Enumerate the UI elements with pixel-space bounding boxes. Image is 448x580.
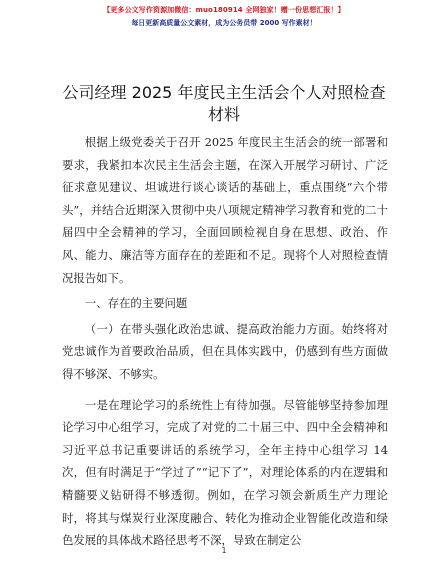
- page-number: 1: [221, 546, 227, 555]
- promo-banner-line2: 每日更新高质量公文素材，成为公务员带 2000 写作素材！: [131, 19, 317, 27]
- subsection-paragraph: （一）在带头强化政治忠诚、提高政治能力方面。始终将对党忠诚作为首要政治品质，但在具体实践中，仍感到有些方面做得不够深、不够实。: [62, 321, 388, 381]
- document-body: [62, 131, 388, 552]
- promo-banner-line1: 【更多公文写作资源加微信：muo180914 全网独家！赠一份思想汇报！】: [103, 6, 345, 14]
- section-heading: 一、存在的主要问题: [84, 296, 188, 311]
- promo-banner: [0, 4, 448, 29]
- document-title: 公司经理 2025 年度民主生活会个人对照检查材料: [62, 83, 386, 124]
- intro-paragraph: 根据上级党委关于召开 2025 年度民主生活会的统一部署和要求，我紧扣本次民主生活会主题，在深入开展学习研讨、广泛征求意见建议、坦诚进行谈心谈话的基础上，重点围绕“六个带头”，并结合近期深入贯彻中央八项规定精神学习教育和党的二十届四中全会精神的学习，全面回顾检视自身在思想、政治、作风、能力、廉洁等方面存在的差距和不足。现将个人对照检查情况报告如下。: [62, 135, 388, 285]
- body-paragraph: 一是在理论学习的系统性上有待加强。尽管能够坚持参加理论学习中心组学习，完成了对党的二十届三中、四中全会精神和习近平总书记重要讲话的系统学习，全年主持中心组学习 14 次，但有时满足于“学过了”“记下了”，对理论体系的内在逻辑和精髓要义钻研得不够透彻。例如，在学习领会新质生产力理论时，将其与煤炭行业深度融合、转化为推动企业智能化改造和绿色发展的具体战术路径思考不深，导致在制定公: [62, 397, 388, 548]
